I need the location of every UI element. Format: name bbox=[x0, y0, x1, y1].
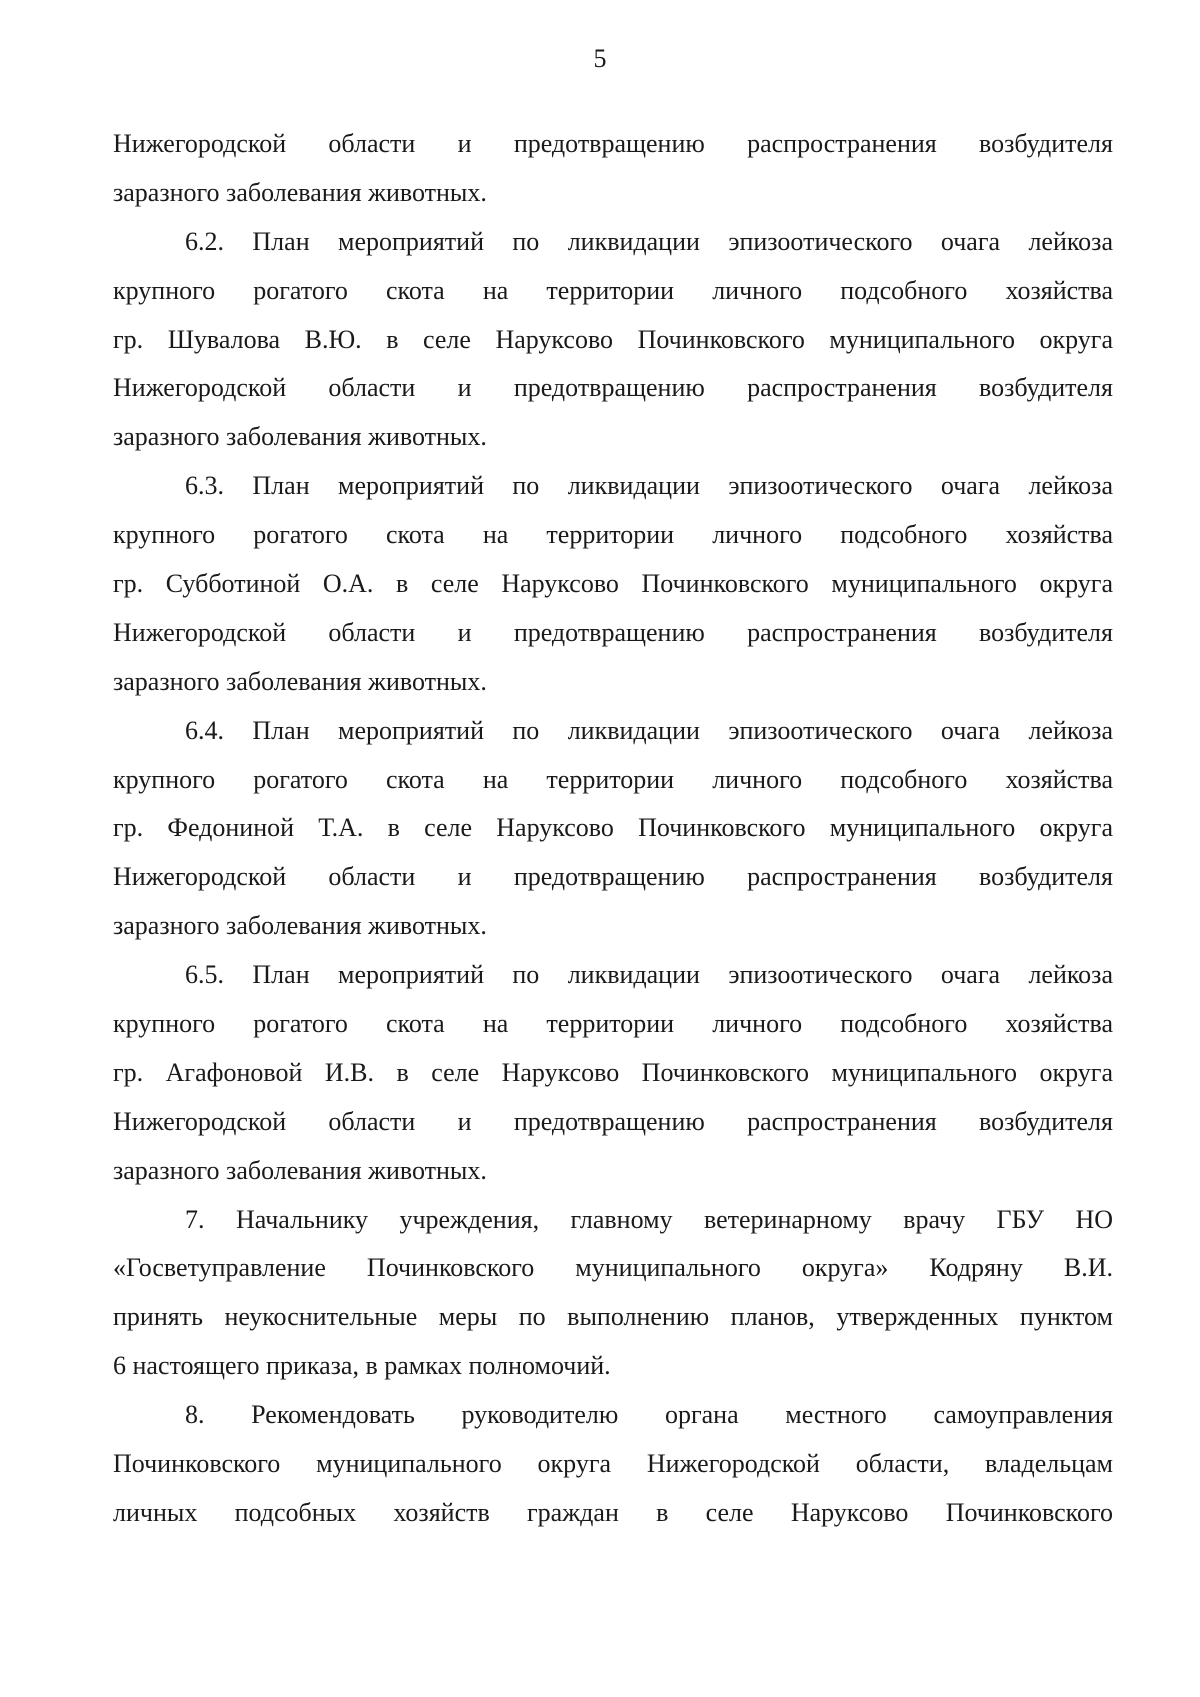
text-line: заразного заболевания животных. bbox=[113, 422, 487, 452]
paragraph-6-4 bbox=[113, 707, 1113, 951]
text-line: гр. Федониной Т.А. в селе Наруксово Починковского муниципального округа bbox=[113, 813, 1113, 843]
text-line: Нижегородской области и предотвращению распространения возбудителя bbox=[113, 129, 1113, 158]
text-line: крупного рогатого скота на территории личного подсобного хозяйства bbox=[113, 520, 1113, 550]
paragraph-6-5 bbox=[113, 951, 1113, 1195]
text-line: Нижегородской области и предотвращению распространения возбудителя bbox=[113, 617, 1113, 647]
text-line: заразного заболевания животных. bbox=[113, 1155, 487, 1185]
text-line: 6.4. План мероприятий по ликвидации эпизоотического очага лейкоза bbox=[185, 715, 1113, 745]
body-text bbox=[113, 120, 1113, 1538]
paragraph-7 bbox=[113, 1196, 1113, 1392]
text-line: крупного рогатого скота на территории личного подсобного хозяйства bbox=[113, 275, 1113, 305]
text-line: «Госветуправление Починковского муниципального округа» Кодряну В.И. bbox=[113, 1253, 1113, 1283]
paragraph-8 bbox=[113, 1391, 1113, 1538]
text-line: заразного заболевания животных. bbox=[113, 911, 487, 941]
text-line: 6 настоящего приказа, в рамках полномочий. bbox=[113, 1351, 611, 1381]
paragraph-6-3 bbox=[113, 462, 1113, 706]
text-line: принять неукоснительные меры по выполнению планов, утвержденных пунктом bbox=[113, 1302, 1113, 1332]
page-number: 5 bbox=[593, 44, 607, 73]
text-line: гр. Агафоновой И.В. в селе Наруксово Починковского муниципального округа bbox=[113, 1057, 1113, 1087]
text-line: Нижегородской области и предотвращению распространения возбудителя bbox=[113, 862, 1113, 892]
paragraph-6-1-continuation bbox=[113, 120, 1113, 218]
text-line: Нижегородской области и предотвращению распространения возбудителя bbox=[113, 1106, 1113, 1136]
text-line: 6.3. План мероприятий по ликвидации эпизоотического очага лейкоза bbox=[185, 471, 1113, 501]
text-line: личных подсобных хозяйств граждан в селе Наруксово Починковского bbox=[113, 1497, 1113, 1527]
text-line: крупного рогатого скота на территории личного подсобного хозяйства bbox=[113, 1009, 1113, 1039]
text-line: заразного заболевания животных. bbox=[113, 177, 487, 207]
text-line: заразного заболевания животных. bbox=[113, 666, 487, 696]
text-line: гр. Субботиной О.А. в селе Наруксово Починковского муниципального округа bbox=[113, 569, 1113, 599]
text-line: 6.5. План мероприятий по ликвидации эпизоотического очага лейкоза bbox=[185, 960, 1113, 990]
text-line: Починковского муниципального округа Нижегородской области, владельцам bbox=[113, 1449, 1113, 1479]
text-line: гр. Шувалова В.Ю. в селе Наруксово Починковского муниципального округа bbox=[113, 324, 1113, 354]
text-line: крупного рогатого скота на территории личного подсобного хозяйства bbox=[113, 764, 1113, 794]
text-line: 8. Рекомендовать руководителю органа местного самоуправления bbox=[185, 1400, 1113, 1430]
text-line: 6.2. План мероприятий по ликвидации эпизоотического очага лейкоза bbox=[185, 226, 1113, 256]
text-line: 7. Начальнику учреждения, главному ветеринарному врачу ГБУ НО bbox=[185, 1204, 1113, 1234]
paragraph-6-2 bbox=[113, 218, 1113, 462]
text-line: Нижегородской области и предотвращению распространения возбудителя bbox=[113, 373, 1113, 403]
